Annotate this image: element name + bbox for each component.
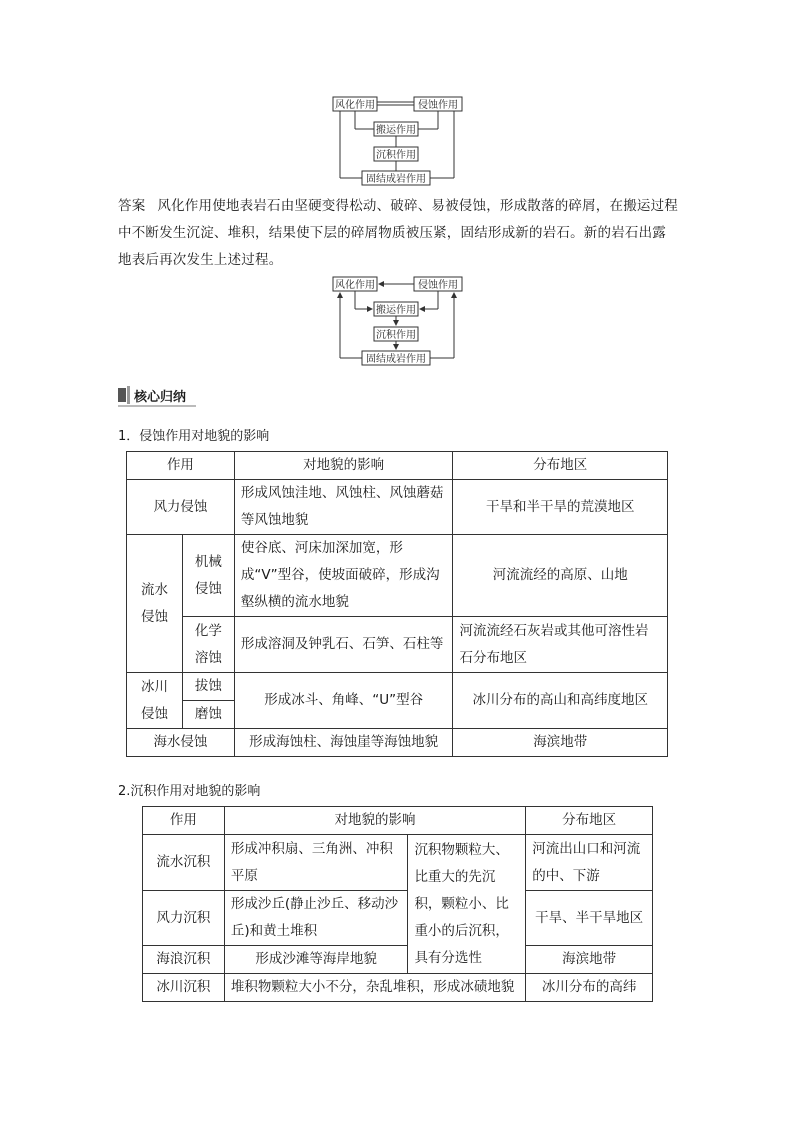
mechanical-erosion-region: 河流流经的高原、山地 <box>453 535 668 617</box>
table-row <box>143 807 653 835</box>
wind-erosion-region: 干旱和半干旱的荒漠地区 <box>453 480 668 535</box>
table-row <box>143 946 653 974</box>
aeolian-deposition-effect: 形成沙丘(静止沙丘、移动沙丘)和黄土堆积 <box>224 891 408 946</box>
abrasion-cell: 磨蚀 <box>182 701 234 729</box>
glacier-erosion-effect: 形成冰斗、角峰、“U”型谷 <box>234 673 453 729</box>
lithification-label: 固结成岩作用 <box>366 174 426 185</box>
table-row <box>127 480 668 535</box>
erosion-label-2: 侵蚀作用 <box>418 280 458 291</box>
deposition-label-2: 沉积作用 <box>376 330 416 341</box>
table-row <box>143 974 653 1002</box>
rock-cycle-diagram-2 <box>330 274 466 366</box>
header-cell: 对地貌的影响 <box>234 452 453 480</box>
chemical-erosion-cell: 化学溶蚀 <box>182 617 234 673</box>
glacier-erosion-cell: 冰川侵蚀 <box>127 673 183 729</box>
header-cell: 作用 <box>127 452 235 480</box>
table-row <box>127 535 668 617</box>
table-row <box>143 891 653 946</box>
chemical-erosion-effect: 形成溶洞及钟乳石、石笋、石柱等 <box>234 617 453 673</box>
wave-deposition-cell: 海浪沉积 <box>143 946 225 974</box>
table2-heading: 2.沉积作用对地貌的影响 <box>118 784 261 799</box>
header-cell: 分布地区 <box>526 807 653 835</box>
deposition-table <box>142 806 653 1002</box>
header-cell: 作用 <box>143 807 225 835</box>
table-row <box>127 617 668 673</box>
glacial-deposition-region: 冰川分布的高纬 <box>526 974 653 1002</box>
mechanical-erosion-effect: 使谷底、河床加深加宽，形成“V”型谷，使坡面破碎，形成沟壑纵横的流水地貌 <box>234 535 453 617</box>
section-underline <box>118 405 196 407</box>
table-row <box>143 835 653 891</box>
fluvial-deposition-region: 河流出山口和河流的中、下游 <box>526 835 653 891</box>
fluvial-deposition-cell: 流水沉积 <box>143 835 225 891</box>
erosion-label: 侵蚀作用 <box>418 100 458 111</box>
header-cell: 对地貌的影响 <box>224 807 525 835</box>
table-row <box>127 673 668 701</box>
table-row <box>127 452 668 480</box>
transport-label: 搬运作用 <box>376 125 416 136</box>
section-title: 核心归纳 <box>134 390 187 405</box>
aeolian-deposition-cell: 风力沉积 <box>143 891 225 946</box>
fluvial-deposition-effect: 形成冲积扇、三角洲、冲积平原 <box>224 835 408 891</box>
table-row <box>127 729 668 757</box>
wind-erosion-cell: 风力侵蚀 <box>127 480 235 535</box>
water-erosion-cell: 流水侵蚀 <box>127 535 183 673</box>
chemical-erosion-region: 河流流经石灰岩或其他可溶性岩石分布地区 <box>453 617 668 673</box>
answer-paragraph <box>118 193 678 274</box>
section-marker-icon <box>118 388 126 402</box>
wave-deposition-region: 海滨地带 <box>526 946 653 974</box>
wave-deposition-effect: 形成沙滩等海岸地貌 <box>224 946 408 974</box>
header-cell: 分布地区 <box>453 452 668 480</box>
weathering-label-2: 风化作用 <box>335 280 375 291</box>
rock-cycle-diagram-1 <box>330 94 466 186</box>
sea-erosion-effect: 形成海蚀柱、海蚀崖等海蚀地貌 <box>234 729 453 757</box>
glacial-deposition-cell: 冰川沉积 <box>143 974 225 1002</box>
table1-heading: 1．侵蚀作用对地貌的影响 <box>118 429 270 444</box>
transport-label-2: 搬运作用 <box>376 305 416 316</box>
sea-erosion-region: 海滨地带 <box>453 729 668 757</box>
glacier-erosion-region: 冰川分布的高山和高纬度地区 <box>453 673 668 729</box>
glacial-deposition-effect: 堆积物颗粒大小不分，杂乱堆积，形成冰碛地貌 <box>224 974 525 1002</box>
mechanical-erosion-cell: 机械侵蚀 <box>182 535 234 617</box>
weathering-label: 风化作用 <box>335 100 375 111</box>
lithification-label-2: 固结成岩作用 <box>366 354 426 365</box>
sorting-note-cell: 沉积物颗粒大、比重大的先沉积，颗粒小、比重小的后沉积，具有分选性 <box>408 835 526 974</box>
wind-erosion-effect: 形成风蚀洼地、风蚀柱、风蚀蘑菇等风蚀地貌 <box>234 480 453 535</box>
deposition-label: 沉积作用 <box>376 150 416 161</box>
answer-text: 风化作用使地表岩石由坚硬变得松动、破碎、易被侵蚀，形成散落的碎屑，在搬运过程中不断发生沉淀、堆积，结果使下层的碎屑物质被压紧，固结形成新的岩石。新的岩石出露地表后再次发生上述过程。 <box>118 198 679 268</box>
sea-erosion-cell: 海水侵蚀 <box>127 729 235 757</box>
plucking-cell: 拔蚀 <box>182 673 234 701</box>
answer-lead: 答案 <box>118 198 146 214</box>
aeolian-deposition-region: 干旱、半干旱地区 <box>526 891 653 946</box>
erosion-table <box>126 451 668 757</box>
section-marker-accent <box>127 386 130 404</box>
